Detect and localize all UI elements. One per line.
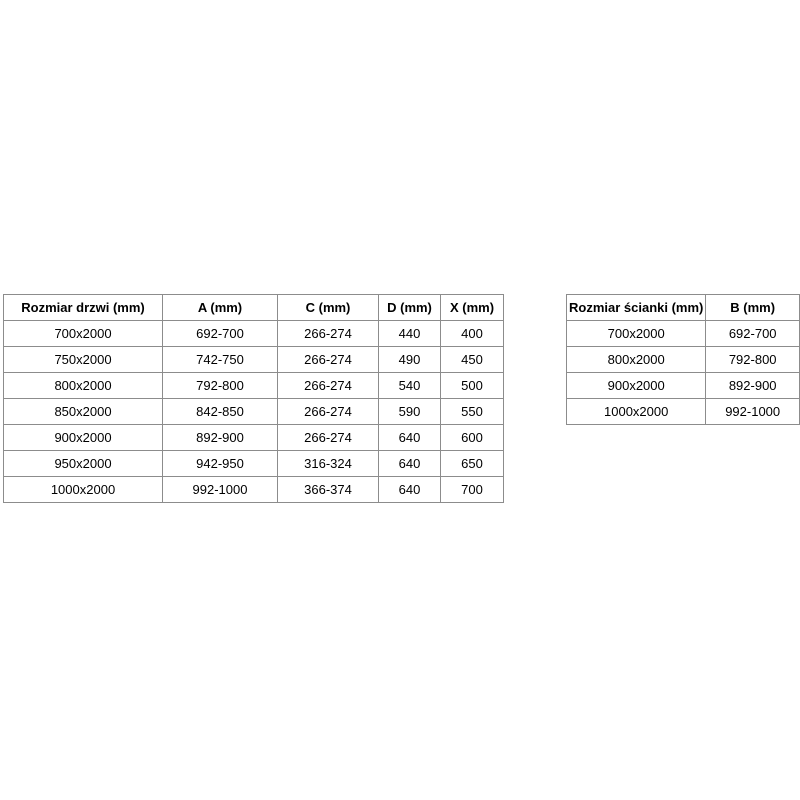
table-row: [4, 399, 504, 425]
table-row: [4, 425, 504, 451]
table-row: [4, 347, 504, 373]
header-row: [4, 295, 504, 321]
table-cell: 800x2000: [567, 347, 706, 373]
table-cell: 266-274: [278, 399, 379, 425]
table-cell: 700x2000: [567, 321, 706, 347]
table-cell: 900x2000: [4, 425, 163, 451]
wall-size-table-container: [566, 294, 800, 425]
table-cell: 992-1000: [163, 477, 278, 503]
table-row: [4, 477, 504, 503]
table-cell: 800x2000: [4, 373, 163, 399]
table-cell: 792-800: [163, 373, 278, 399]
table-row: [567, 321, 800, 347]
table-cell: 500: [441, 373, 504, 399]
table-cell: 540: [379, 373, 441, 399]
table-cell: 640: [379, 425, 441, 451]
table-cell: 650: [441, 451, 504, 477]
table-cell: 842-850: [163, 399, 278, 425]
table-row: [4, 321, 504, 347]
table-cell: 266-274: [278, 373, 379, 399]
door-size-table: [3, 294, 504, 503]
table-cell: 1000x2000: [4, 477, 163, 503]
door-size-table-container: [3, 294, 504, 503]
table-row: [567, 347, 800, 373]
table-cell: 266-274: [278, 347, 379, 373]
table-cell: 640: [379, 451, 441, 477]
table-cell: 692-700: [163, 321, 278, 347]
table-cell: 490: [379, 347, 441, 373]
table-cell: 590: [379, 399, 441, 425]
table-cell: 900x2000: [567, 373, 706, 399]
table-cell: 700: [441, 477, 504, 503]
table-row: [4, 373, 504, 399]
table-cell: 316-324: [278, 451, 379, 477]
table-cell: 640: [379, 477, 441, 503]
column-header: Rozmiar drzwi (mm): [4, 295, 163, 321]
wall-size-table: [566, 294, 800, 425]
table-row: [567, 399, 800, 425]
table-cell: 266-274: [278, 425, 379, 451]
table-cell: 450: [441, 347, 504, 373]
table-cell: 550: [441, 399, 504, 425]
column-header: B (mm): [706, 295, 800, 321]
table-cell: 950x2000: [4, 451, 163, 477]
table-cell: 700x2000: [4, 321, 163, 347]
table-cell: 742-750: [163, 347, 278, 373]
table-cell: 892-900: [706, 373, 800, 399]
table-cell: 440: [379, 321, 441, 347]
column-header: D (mm): [379, 295, 441, 321]
table-cell: 792-800: [706, 347, 800, 373]
table-cell: 600: [441, 425, 504, 451]
header-row: [567, 295, 800, 321]
table-row: [567, 373, 800, 399]
table-cell: 366-374: [278, 477, 379, 503]
column-header: C (mm): [278, 295, 379, 321]
column-header: X (mm): [441, 295, 504, 321]
column-header: Rozmiar ścianki (mm): [567, 295, 706, 321]
table-row: [4, 451, 504, 477]
table-cell: 692-700: [706, 321, 800, 347]
table-cell: 266-274: [278, 321, 379, 347]
table-cell: 850x2000: [4, 399, 163, 425]
column-header: A (mm): [163, 295, 278, 321]
table-cell: 1000x2000: [567, 399, 706, 425]
table-cell: 942-950: [163, 451, 278, 477]
table-cell: 892-900: [163, 425, 278, 451]
table-cell: 992-1000: [706, 399, 800, 425]
table-cell: 400: [441, 321, 504, 347]
table-cell: 750x2000: [4, 347, 163, 373]
